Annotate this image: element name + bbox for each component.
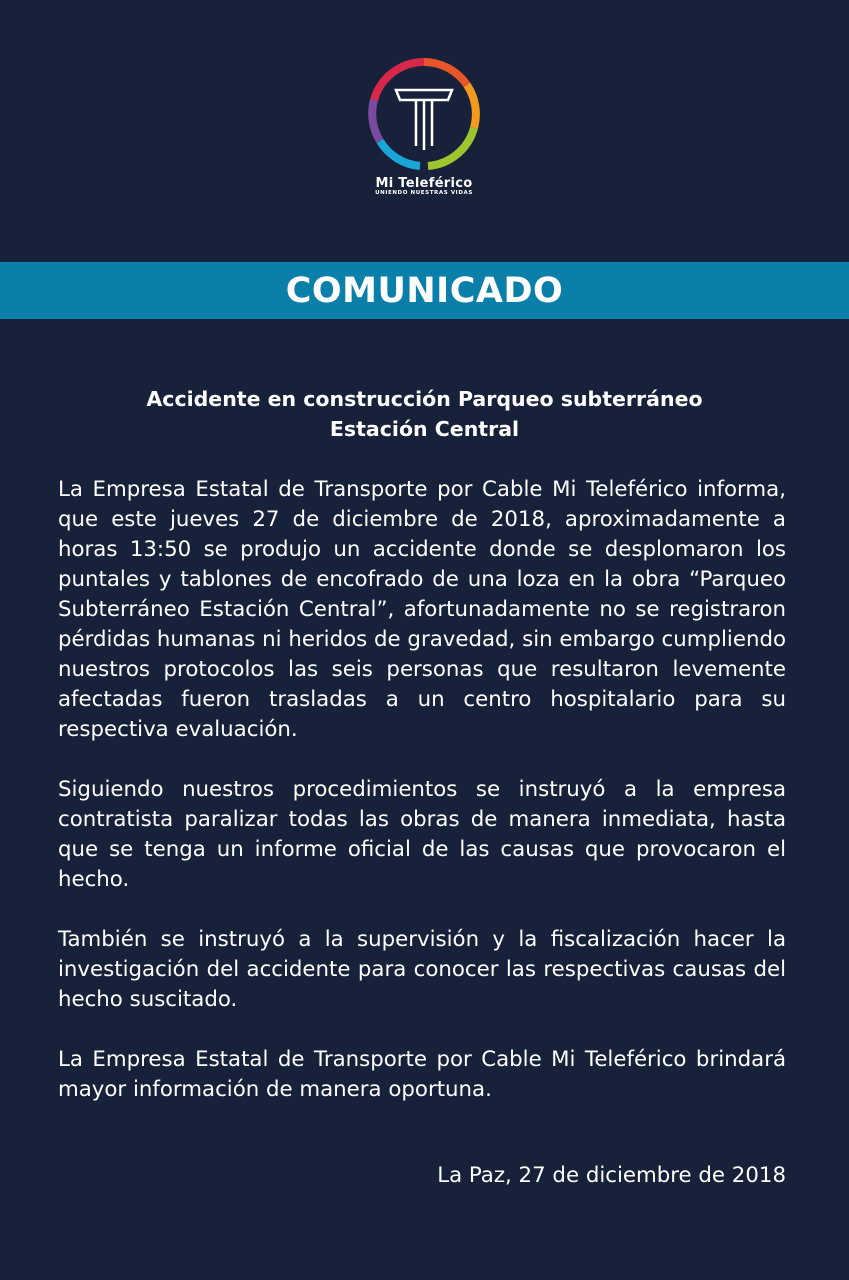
paragraph: También se instruyó a la supervisión y la fiscalización hacer la investigación del accidente para conocer las respectivas causas del hecho suscitado. bbox=[58, 927, 786, 1012]
paragraph: Siguiendo nuestros procedimientos se instruyó a la empresa contratista paralizar todas las obras de manera inmediata, hasta que se tenga un informe oficial de las causas que provocaron el hecho. bbox=[58, 777, 786, 892]
document-title bbox=[0, 384, 849, 444]
paragraph: La Empresa Estatal de Transporte por Cable Mi Teleférico informa, que este jueves 27 de diciembre de 2018, aproximadamente a horas 13:50 se produjo un accidente donde se desplomaron los puntales y tablones de encofrado de una loza en la obra “Parqueo Subterráneo Estación Central”, afortunadamente no se registraron pérdidas humanas ni heridos de gravedad, sin embargo cumpliendo nuestros protocolos las seis personas que resultaron levemente afectadas fueron trasladas a un centro hospitalario para su respectiva evaluación. bbox=[58, 477, 786, 742]
banner-title: COMUNICADO bbox=[285, 270, 564, 311]
paragraph: La Empresa Estatal de Transporte por Cable Mi Teleférico brindará mayor información de manera oportuna. bbox=[58, 1047, 786, 1102]
teleferico-ring-icon bbox=[366, 56, 482, 172]
title-line-2: Estación Central bbox=[329, 417, 520, 441]
document-date: La Paz, 27 de diciembre de 2018 bbox=[437, 1163, 786, 1188]
comunicado-banner bbox=[0, 262, 849, 319]
mi-teleferico-logo bbox=[364, 56, 484, 206]
document-body bbox=[58, 475, 786, 1135]
logo-brand: Mi Teleférico bbox=[375, 176, 473, 191]
logo-tagline: UNIENDO NUESTRAS VIDAS bbox=[375, 190, 473, 196]
title-line-1: Accidente en construcción Parqueo subterráneo bbox=[146, 387, 703, 411]
